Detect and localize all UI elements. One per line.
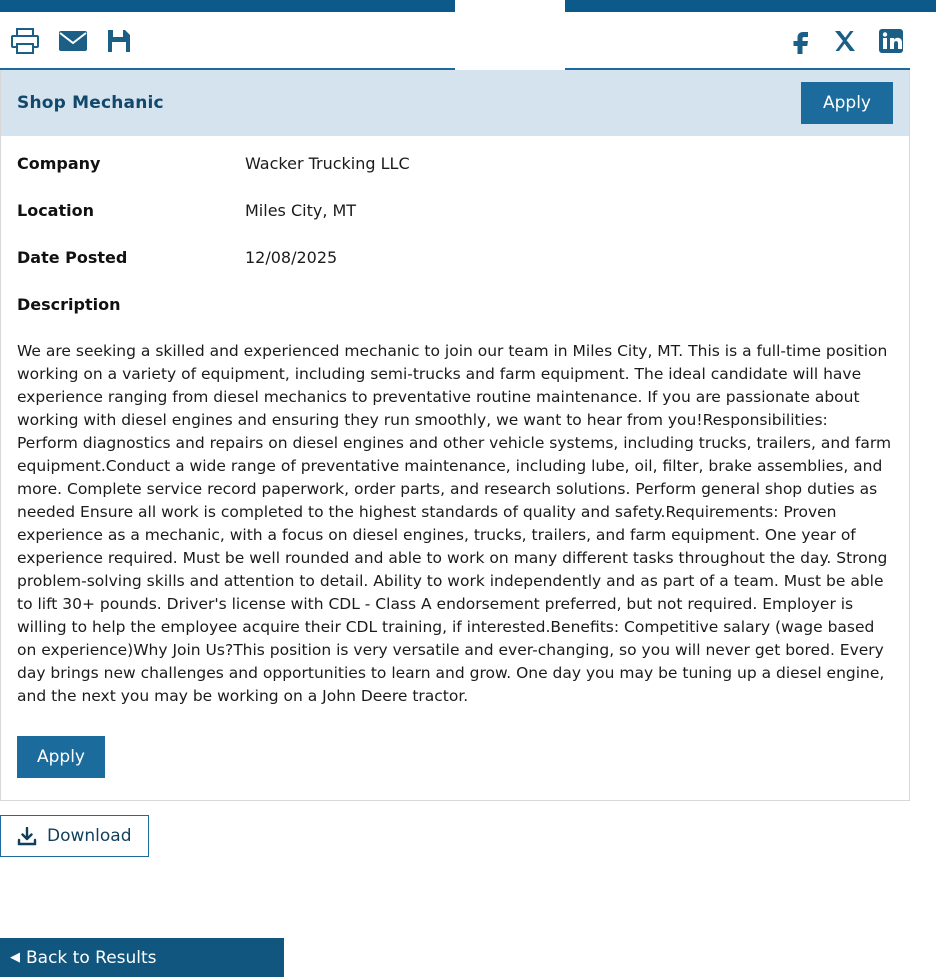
- job-description-text: We are seeking a skilled and experienced mechanic to join our team in Miles City, MT. This is a full-time position working on a variety of equipment, including semi-trucks and farm equipment. The ideal candidate will have experience ranging from diesel mechanics to preventative routine maintenance. If you are passionate about working with diesel engines and ensuring they run smoothly, we want to hear from you!Responsibilities: Perform diagnostics and repairs on diesel engines and other vehicle systems, including trucks, trailers, and farm equipment.Conduct a wide range of preventative maintenance, including lube, oil, filter, brake assemblies, and more. Complete service record paperwork, order parts, and research solutions. Perform general shop duties as needed Ensure all work is completed to the highest standards of quality and safety.Requirements: Proven experience as a mechanic, with a focus on diesel engines, trucks, trailers, and farm equipment. One year of experience required. Must be well rounded and able to work on many different tasks throughout the day. Strong problem-solving skills and attention to detail. Ability to work independently and as part of a team. Must be able to lift 30+ pounds. Driver's license with CDL - Class A endorsement preferred, but not required. Employer is willing to help the employee acquire their CDL training, if interested.Benefits: Competitive salary (wage based on experience)Why Join Us?This position is very versatile and ever-changing, so you will never get bored. Every day brings new challenges and opportunities to learn and grow. One day you may be tuning up a diesel engine, and the next you may be working on a John Deere tractor.: [17, 342, 892, 705]
- location-value: Miles City, MT: [245, 201, 357, 220]
- back-to-results-button[interactable]: [0, 938, 284, 977]
- download-icon: [17, 827, 37, 846]
- email-icon[interactable]: [58, 29, 88, 53]
- date-posted-label: Date Posted: [17, 248, 128, 267]
- description-heading: Description: [17, 295, 121, 314]
- field-row-company: [17, 154, 893, 173]
- print-icon[interactable]: [10, 27, 40, 55]
- field-row-location: [17, 201, 893, 220]
- toolbar-left-actions: [10, 27, 132, 55]
- apply-button-top[interactable]: Apply: [801, 82, 893, 124]
- chevron-left-icon: ◀: [10, 950, 20, 965]
- location-label: Location: [17, 201, 94, 220]
- apply-button-bottom[interactable]: Apply: [17, 736, 105, 778]
- top-strip-gap: [455, 0, 565, 12]
- action-toolbar: [0, 12, 936, 70]
- job-detail-card: [0, 70, 910, 801]
- download-area: [0, 801, 936, 857]
- field-row-date-posted: [17, 248, 893, 267]
- save-icon[interactable]: [106, 28, 132, 54]
- linkedin-icon[interactable]: [878, 28, 904, 54]
- x-twitter-icon[interactable]: [832, 28, 858, 54]
- date-posted-value: 12/08/2025: [245, 248, 338, 267]
- facebook-icon[interactable]: [788, 28, 812, 54]
- job-card-body: [1, 136, 909, 800]
- company-value: Wacker Trucking LLC: [245, 154, 410, 173]
- top-color-strip: [0, 0, 936, 12]
- download-button-label: Download: [47, 826, 132, 846]
- toolbar-divider-gap: [455, 67, 565, 70]
- job-title: Shop Mechanic: [17, 93, 164, 113]
- toolbar-social-actions: [788, 28, 926, 54]
- company-label: Company: [17, 154, 101, 173]
- top-strip-left: [0, 0, 455, 12]
- download-button[interactable]: [0, 815, 149, 857]
- job-card-header: [1, 70, 909, 136]
- back-to-results-label: Back to Results: [26, 947, 157, 968]
- top-strip-right: [565, 0, 936, 12]
